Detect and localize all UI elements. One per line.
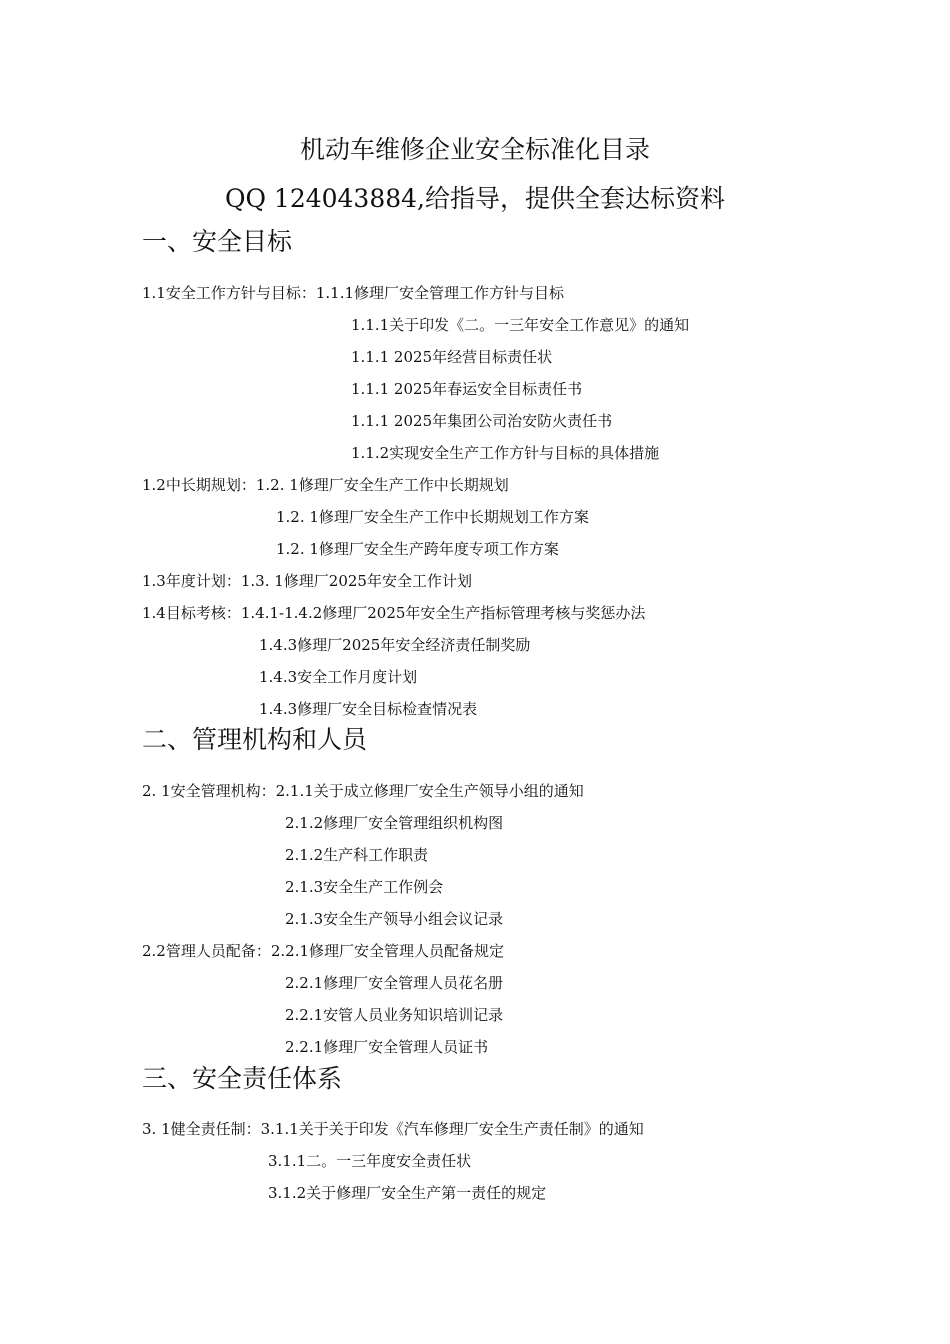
document-subtitle: QQ 124043884,给指导，提供全套达标资料 [224, 184, 726, 213]
toc-line: 2.1.3安全生产工作例会 [285, 878, 444, 896]
toc-line: 1.1.1 2025年集团公司治安防火责任书 [351, 412, 613, 430]
toc-line: 2.2.1修理厂安全管理人员花名册 [285, 974, 504, 992]
toc-line: 2.2.1安管人员业务知识培训记录 [285, 1006, 504, 1024]
toc-line: 1.1.1关于印发《二。一三年安全工作意见》的通知 [351, 316, 690, 334]
toc-line: 3. 1健全责任制：3.1.1关于关于印发《汽车修理厂安全生产责任制》的通知 [142, 1120, 644, 1138]
toc-line: 2. 1安全管理机构：2.1.1关于成立修理厂安全生产领导小组的通知 [142, 782, 584, 800]
toc-line: 1.1.1 2025年春运安全目标责任书 [351, 380, 583, 398]
toc-line: 1.2中长期规划：1.2. 1修理厂安全生产工作中长期规划 [142, 476, 509, 494]
toc-line: 1.1.1 2025年经营目标责任状 [351, 348, 553, 366]
section-heading-management: 二、管理机构和人员 [142, 725, 368, 754]
document-title: 机动车维修企业安全标准化目录 [299, 135, 650, 164]
toc-line: 1.4.3安全工作月度计划 [259, 668, 418, 686]
toc-line: 2.1.2生产科工作职责 [285, 846, 429, 864]
toc-line: 1.4.3修理厂2025年安全经济责任制奖励 [259, 636, 531, 654]
toc-line: 1.3年度计划：1.3. 1修理厂2025年安全工作计划 [142, 572, 472, 590]
toc-line: 2.2.1修理厂安全管理人员证书 [285, 1038, 489, 1056]
toc-line: 1.4.3修理厂安全目标检查情况表 [259, 700, 478, 718]
toc-line: 1.1安全工作方针与目标：1.1.1修理厂安全管理工作方针与目标 [142, 284, 565, 302]
toc-line: 1.4目标考核：1.4.1-1.4.2修理厂2025年安全生产指标管理考核与奖惩办法 [142, 604, 646, 622]
toc-line: 3.1.1二。一三年度安全责任状 [268, 1152, 472, 1170]
toc-line: 2.1.2修理厂安全管理组织机构图 [285, 814, 504, 832]
toc-line: 1.2. 1修理厂安全生产工作中长期规划工作方案 [276, 508, 589, 526]
toc-line: 2.2管理人员配备：2.2.1修理厂安全管理人员配备规定 [142, 942, 505, 960]
section-heading-safety-goals: 一、安全目标 [142, 227, 293, 256]
toc-line: 3.1.2关于修理厂安全生产第一责任的规定 [268, 1184, 547, 1202]
section-heading-responsibility: 三、安全责任体系 [142, 1064, 343, 1093]
toc-line: 1.1.2实现安全生产工作方针与目标的具体措施 [351, 444, 660, 462]
toc-line: 1.2. 1修理厂安全生产跨年度专项工作方案 [276, 540, 559, 558]
toc-line: 2.1.3安全生产领导小组会议记录 [285, 910, 504, 928]
